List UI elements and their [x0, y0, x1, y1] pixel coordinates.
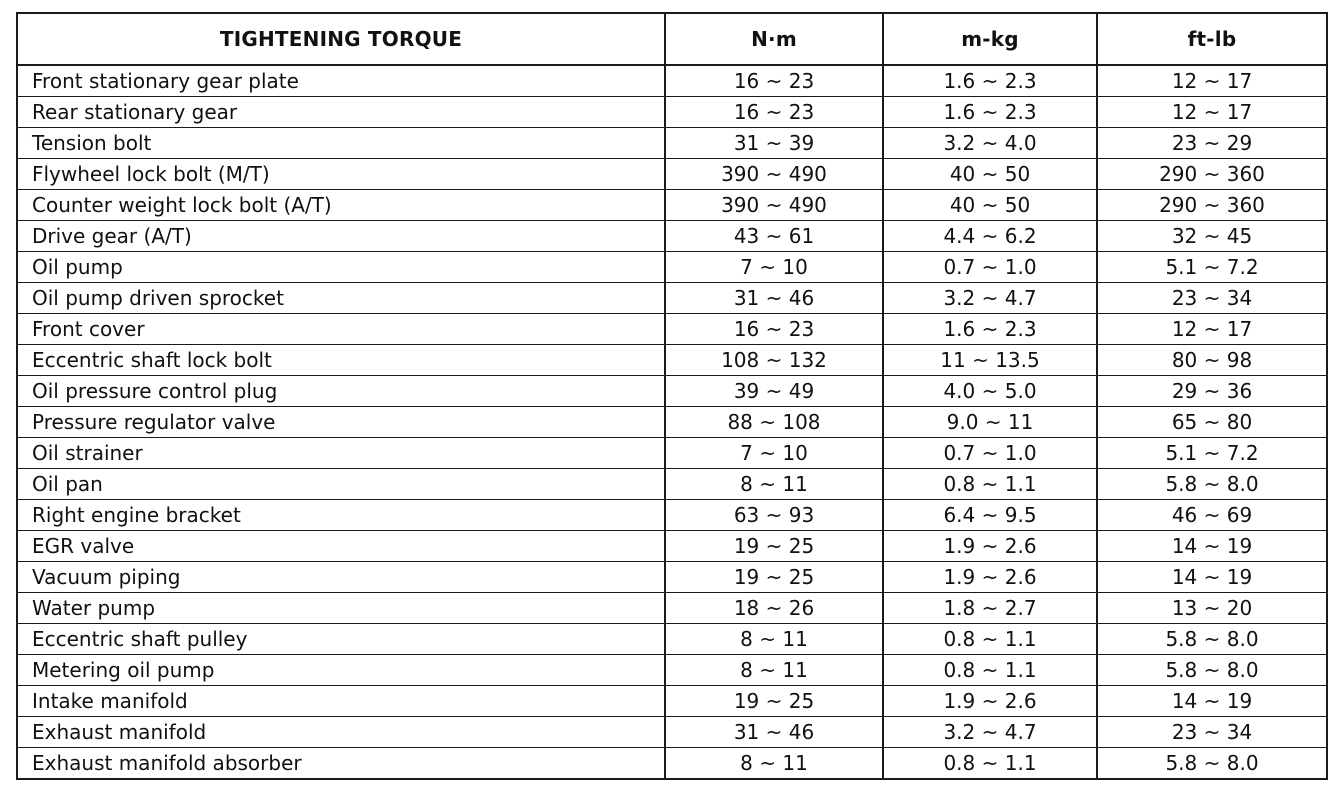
- torque-ftlb: 12 ~ 17: [1097, 97, 1327, 128]
- torque-nm: 8 ~ 11: [665, 469, 883, 500]
- torque-nm: 16 ~ 23: [665, 97, 883, 128]
- table-row: [17, 190, 1327, 221]
- table-row: [17, 500, 1327, 531]
- part-name: Rear stationary gear: [17, 97, 665, 128]
- torque-nm: 8 ~ 11: [665, 655, 883, 686]
- table-row: [17, 65, 1327, 97]
- torque-nm: 16 ~ 23: [665, 65, 883, 97]
- torque-nm: 43 ~ 61: [665, 221, 883, 252]
- torque-mkg: 0.8 ~ 1.1: [883, 624, 1097, 655]
- torque-mkg: 1.6 ~ 2.3: [883, 97, 1097, 128]
- torque-ftlb: 46 ~ 69: [1097, 500, 1327, 531]
- torque-spec-sheet: [16, 12, 1326, 798]
- part-name: Exhaust manifold absorber: [17, 748, 665, 780]
- table-row: [17, 717, 1327, 748]
- torque-mkg: 4.0 ~ 5.0: [883, 376, 1097, 407]
- torque-mkg: 3.2 ~ 4.0: [883, 128, 1097, 159]
- header-row: [17, 13, 1327, 65]
- torque-nm: 19 ~ 25: [665, 562, 883, 593]
- table-row: [17, 252, 1327, 283]
- header-tightening-torque: TIGHTENING TORQUE: [17, 13, 665, 65]
- torque-nm: 7 ~ 10: [665, 438, 883, 469]
- torque-ftlb: 5.8 ~ 8.0: [1097, 469, 1327, 500]
- torque-ftlb: 14 ~ 19: [1097, 562, 1327, 593]
- torque-ftlb: 5.1 ~ 7.2: [1097, 252, 1327, 283]
- torque-nm: 39 ~ 49: [665, 376, 883, 407]
- torque-mkg: 0.8 ~ 1.1: [883, 655, 1097, 686]
- torque-ftlb: 5.8 ~ 8.0: [1097, 655, 1327, 686]
- part-name: Eccentric shaft pulley: [17, 624, 665, 655]
- torque-mkg: 4.4 ~ 6.2: [883, 221, 1097, 252]
- torque-nm: 390 ~ 490: [665, 159, 883, 190]
- torque-nm: 16 ~ 23: [665, 314, 883, 345]
- table-row: [17, 314, 1327, 345]
- table-row: [17, 376, 1327, 407]
- table-header: [17, 13, 1327, 65]
- part-name: Tension bolt: [17, 128, 665, 159]
- part-name: Oil pressure control plug: [17, 376, 665, 407]
- header-mkg: m-kg: [883, 13, 1097, 65]
- part-name: Drive gear (A/T): [17, 221, 665, 252]
- torque-mkg: 1.9 ~ 2.6: [883, 531, 1097, 562]
- header-nm: N·m: [665, 13, 883, 65]
- part-name: Oil pump: [17, 252, 665, 283]
- torque-nm: 8 ~ 11: [665, 748, 883, 780]
- torque-ftlb: 80 ~ 98: [1097, 345, 1327, 376]
- header-ftlb: ft-lb: [1097, 13, 1327, 65]
- torque-nm: 108 ~ 132: [665, 345, 883, 376]
- torque-mkg: 11 ~ 13.5: [883, 345, 1097, 376]
- part-name: Oil strainer: [17, 438, 665, 469]
- torque-ftlb: 23 ~ 34: [1097, 283, 1327, 314]
- torque-ftlb: 5.8 ~ 8.0: [1097, 748, 1327, 780]
- torque-nm: 88 ~ 108: [665, 407, 883, 438]
- torque-nm: 19 ~ 25: [665, 531, 883, 562]
- part-name: Oil pan: [17, 469, 665, 500]
- part-name: Water pump: [17, 593, 665, 624]
- torque-mkg: 40 ~ 50: [883, 159, 1097, 190]
- torque-table: [16, 12, 1328, 780]
- torque-ftlb: 12 ~ 17: [1097, 314, 1327, 345]
- part-name: Front stationary gear plate: [17, 65, 665, 97]
- table-row: [17, 283, 1327, 314]
- part-name: Eccentric shaft lock bolt: [17, 345, 665, 376]
- torque-nm: 31 ~ 39: [665, 128, 883, 159]
- table-row: [17, 97, 1327, 128]
- torque-mkg: 1.6 ~ 2.3: [883, 314, 1097, 345]
- table-row: [17, 562, 1327, 593]
- torque-nm: 31 ~ 46: [665, 717, 883, 748]
- table-row: [17, 748, 1327, 780]
- table-row: [17, 221, 1327, 252]
- part-name: Intake manifold: [17, 686, 665, 717]
- part-name: Vacuum piping: [17, 562, 665, 593]
- table-row: [17, 159, 1327, 190]
- torque-nm: 7 ~ 10: [665, 252, 883, 283]
- part-name: Exhaust manifold: [17, 717, 665, 748]
- torque-ftlb: 5.8 ~ 8.0: [1097, 624, 1327, 655]
- torque-ftlb: 65 ~ 80: [1097, 407, 1327, 438]
- torque-mkg: 0.7 ~ 1.0: [883, 438, 1097, 469]
- part-name: Counter weight lock bolt (A/T): [17, 190, 665, 221]
- torque-ftlb: 5.1 ~ 7.2: [1097, 438, 1327, 469]
- torque-nm: 19 ~ 25: [665, 686, 883, 717]
- torque-mkg: 1.9 ~ 2.6: [883, 562, 1097, 593]
- table-row: [17, 686, 1327, 717]
- part-name: Oil pump driven sprocket: [17, 283, 665, 314]
- table-row: [17, 128, 1327, 159]
- torque-ftlb: 13 ~ 20: [1097, 593, 1327, 624]
- torque-ftlb: 12 ~ 17: [1097, 65, 1327, 97]
- torque-nm: 8 ~ 11: [665, 624, 883, 655]
- torque-mkg: 0.8 ~ 1.1: [883, 748, 1097, 780]
- torque-mkg: 0.8 ~ 1.1: [883, 469, 1097, 500]
- torque-nm: 63 ~ 93: [665, 500, 883, 531]
- torque-mkg: 9.0 ~ 11: [883, 407, 1097, 438]
- torque-mkg: 1.6 ~ 2.3: [883, 65, 1097, 97]
- part-name: EGR valve: [17, 531, 665, 562]
- torque-mkg: 3.2 ~ 4.7: [883, 283, 1097, 314]
- table-row: [17, 438, 1327, 469]
- part-name: Metering oil pump: [17, 655, 665, 686]
- part-name: Front cover: [17, 314, 665, 345]
- torque-ftlb: 14 ~ 19: [1097, 531, 1327, 562]
- torque-mkg: 40 ~ 50: [883, 190, 1097, 221]
- table-row: [17, 593, 1327, 624]
- table-row: [17, 407, 1327, 438]
- torque-ftlb: 290 ~ 360: [1097, 190, 1327, 221]
- torque-nm: 31 ~ 46: [665, 283, 883, 314]
- torque-nm: 390 ~ 490: [665, 190, 883, 221]
- table-row: [17, 624, 1327, 655]
- torque-ftlb: 23 ~ 34: [1097, 717, 1327, 748]
- torque-ftlb: 14 ~ 19: [1097, 686, 1327, 717]
- torque-mkg: 3.2 ~ 4.7: [883, 717, 1097, 748]
- torque-ftlb: 29 ~ 36: [1097, 376, 1327, 407]
- torque-ftlb: 290 ~ 360: [1097, 159, 1327, 190]
- torque-mkg: 1.8 ~ 2.7: [883, 593, 1097, 624]
- torque-mkg: 6.4 ~ 9.5: [883, 500, 1097, 531]
- part-name: Flywheel lock bolt (M/T): [17, 159, 665, 190]
- table-body: [17, 65, 1327, 779]
- part-name: Right engine bracket: [17, 500, 665, 531]
- torque-ftlb: 23 ~ 29: [1097, 128, 1327, 159]
- table-row: [17, 655, 1327, 686]
- torque-nm: 18 ~ 26: [665, 593, 883, 624]
- torque-ftlb: 32 ~ 45: [1097, 221, 1327, 252]
- torque-mkg: 1.9 ~ 2.6: [883, 686, 1097, 717]
- table-row: [17, 531, 1327, 562]
- table-row: [17, 345, 1327, 376]
- table-row: [17, 469, 1327, 500]
- torque-mkg: 0.7 ~ 1.0: [883, 252, 1097, 283]
- part-name: Pressure regulator valve: [17, 407, 665, 438]
